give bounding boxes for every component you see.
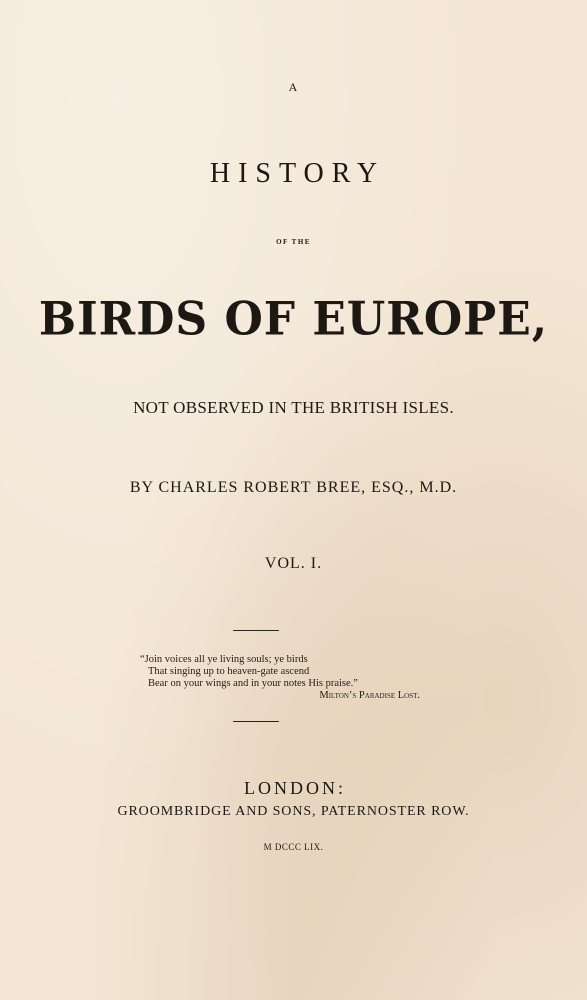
title-main: BIRDS OF EUROPE, [38, 292, 549, 347]
divider-rule-bottom [233, 721, 279, 722]
divider-rule-top [233, 630, 279, 631]
title-connector: OF THE [276, 238, 311, 246]
author-line: BY CHARLES ROBERT BREE, ESQ., M.D. [129, 479, 458, 496]
epigraph-attribution: Milton’s Paradise Lost. [319, 690, 420, 701]
title-history: HISTORY [209, 158, 386, 189]
epigraph [140, 654, 440, 702]
imprint-publisher: GROOMBRIDGE AND SONS, PATERNOSTER ROW. [117, 804, 470, 819]
volume-number: VOL. I. [264, 555, 323, 572]
epigraph-line: That singing up to heaven-gate ascend [148, 666, 310, 677]
subtitle: NOT OBSERVED IN THE BRITISH ISLES. [133, 398, 454, 417]
imprint-city: LONDON: [244, 778, 346, 798]
epigraph-line: Bear on your wings and in your notes His praise.” [148, 678, 358, 689]
imprint-year: M DCCC LIX. [263, 842, 324, 852]
epigraph-line: “Join voices all ye living souls; ye birds [140, 654, 308, 665]
title-article: A [288, 80, 299, 94]
